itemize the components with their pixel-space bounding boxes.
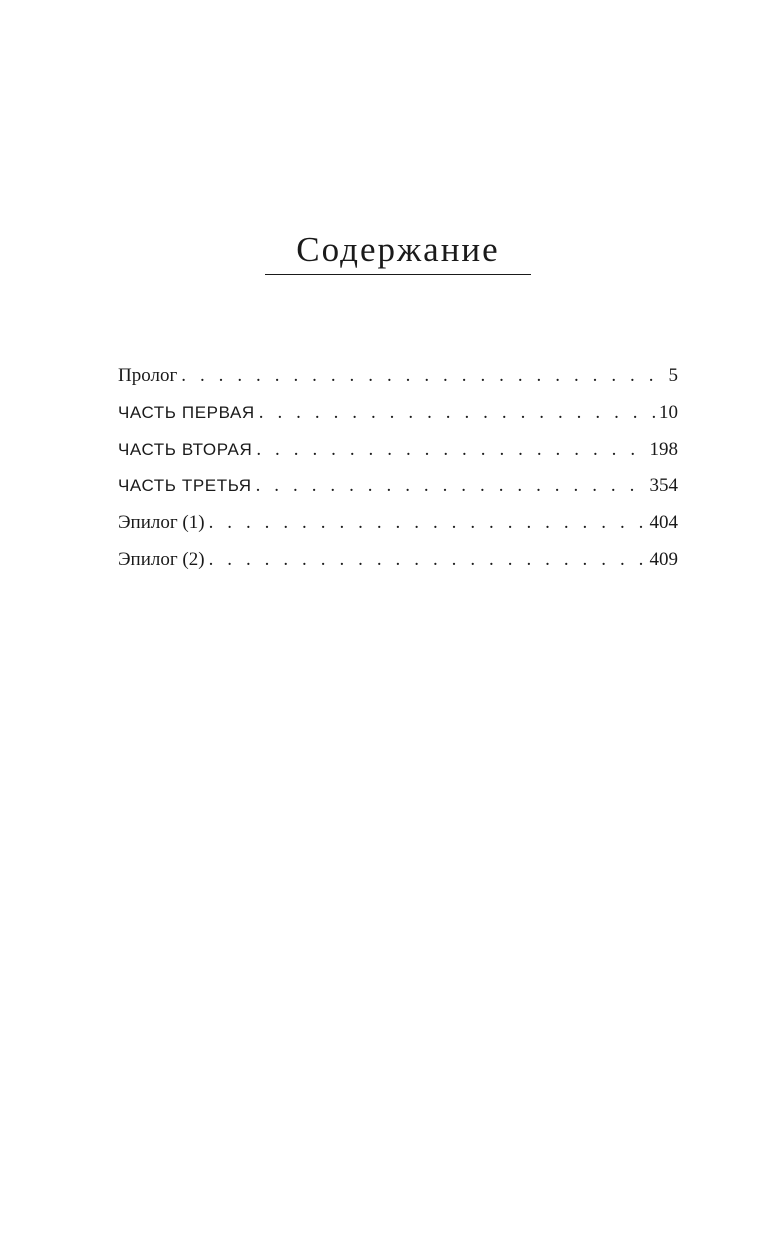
toc-entry-label: Эпилог (1) <box>118 512 205 534</box>
dot-leader <box>209 510 646 536</box>
dot-leader <box>181 363 664 389</box>
toc-entry-part-three[interactable] <box>118 473 678 510</box>
toc-entry-label: ЧАСТЬ ПЕРВАЯ <box>118 402 255 422</box>
toc-entry-page-number: 10 <box>659 401 678 423</box>
dot-leader <box>256 473 646 499</box>
toc-entry-epilogue-1[interactable] <box>118 510 678 547</box>
toc-entry-part-one[interactable] <box>118 400 678 437</box>
toc-entry-label: ЧАСТЬ ТРЕТЬЯ <box>118 476 252 496</box>
dot-leader <box>256 437 645 463</box>
toc-entry-label: Эпилог (2) <box>118 548 205 570</box>
toc-entry-page-number: 404 <box>649 512 678 534</box>
toc-entry-label: Пролог <box>118 365 178 386</box>
toc-entry-part-two[interactable] <box>118 437 678 474</box>
toc-entry-page-number: 354 <box>649 475 678 497</box>
toc-entry-page-number: 409 <box>649 548 678 570</box>
toc-entry-page-number: 5 <box>668 365 678 386</box>
dot-leader <box>259 400 655 426</box>
contents-heading-block <box>265 230 531 275</box>
toc-entry-prologue[interactable] <box>118 363 678 400</box>
table-of-contents <box>118 363 678 584</box>
toc-entry-label: ЧАСТЬ ВТОРАЯ <box>118 439 253 459</box>
dot-leader <box>209 547 646 573</box>
toc-entry-page-number: 198 <box>649 438 678 460</box>
contents-heading: Содержание <box>265 230 531 275</box>
toc-entry-epilogue-2[interactable] <box>118 547 678 584</box>
